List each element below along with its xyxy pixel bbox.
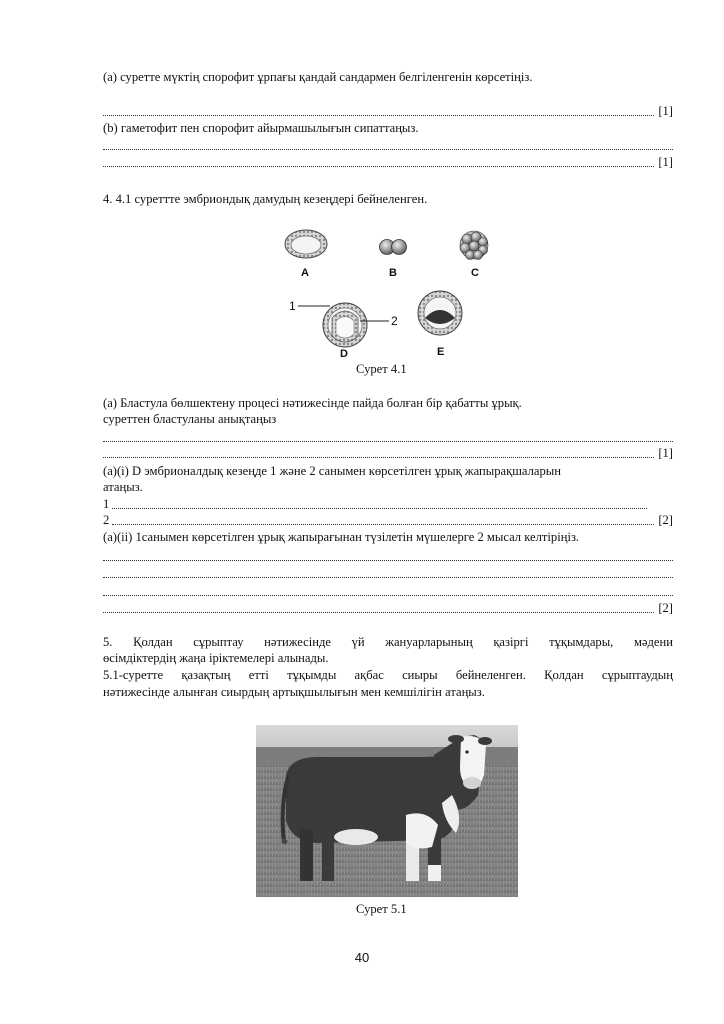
label-d: D <box>340 348 348 360</box>
q4aii-mark: [2] <box>658 601 673 615</box>
q4ai-line1: (а)(і) D эмбрионалдық кезеңде 1 және 2 санымен көрсетілген ұрық жапырақшаларын <box>103 464 561 478</box>
pointer-label-1: 1 <box>289 299 296 313</box>
q4aii-answer-line-3[interactable] <box>103 584 673 599</box>
label-a: A <box>301 267 309 279</box>
q3a-answer-line[interactable] <box>103 104 673 119</box>
q3a-text: (a) суретте мүктің спорофит ұрпағы қандай сандармен белгіленгенін көрсетіңіз. <box>103 70 533 84</box>
stage-c-icon <box>460 231 488 260</box>
q4ai-mark: [2] <box>658 513 673 527</box>
q3b-answer-line-1[interactable] <box>103 138 673 153</box>
figure-4-1 <box>270 226 490 361</box>
q4ai-num-2: 2 <box>103 513 110 527</box>
q4aii-answer-line-4[interactable] <box>103 601 673 616</box>
q4ai-answer-1[interactable] <box>103 497 647 512</box>
q3b-answer-line-2[interactable] <box>103 155 673 170</box>
q4ai-line2: атаңыз. <box>103 480 143 494</box>
figure-5-1-caption: Сурет 5.1 <box>356 902 407 916</box>
q5-line2: өсімдіктердің жаңа іріктемелері алынады. <box>103 651 329 665</box>
q4a-mark: [1] <box>658 446 673 460</box>
q4ai-answer-2[interactable] <box>103 513 673 528</box>
stage-e-icon <box>418 291 462 335</box>
hereford-cow-photo <box>256 725 518 897</box>
page-number: 40 <box>354 950 370 965</box>
q4ai-num-1: 1 <box>103 497 110 511</box>
stage-b-icon <box>380 240 407 255</box>
q4aii-answer-line-2[interactable] <box>103 566 673 581</box>
stage-a-icon <box>285 230 327 258</box>
q4a-answer-line-1[interactable] <box>103 430 673 445</box>
q5-line3: 5.1-суретте қазақтың етті тұқымды ақбас сиыры бейнеленген. Қолдан сұрыптаудың <box>103 668 673 682</box>
figure-4-1-caption: Сурет 4.1 <box>356 362 407 376</box>
q4a-line1: (а) Бластула бөлшектену процесі нәтижесінде пайда болған бір қабатты ұрық. <box>103 396 522 410</box>
q4a-line2: суреттен бластуланы анықтаңыз <box>103 412 277 426</box>
pointer-label-2: 2 <box>391 314 398 328</box>
label-c: C <box>471 267 479 279</box>
q3b-mark: [1] <box>658 155 673 169</box>
q3a-mark: [1] <box>658 104 673 118</box>
q4-intro: 4. 4.1 суреттте эмбриондық дамудың кезеңдері бейнеленген. <box>103 192 428 206</box>
embryo-stages-illustration <box>270 226 490 361</box>
figure-5-1 <box>256 725 518 897</box>
q5-line4: нәтижесінде алынған сиырдың артықшылығын мен кемшілігін атаңыз. <box>103 685 485 699</box>
q4aii-text: (а)(іі) 1санымен көрсетілген ұрық жапырағынан түзілетін мүшелерге 2 мысал келтіріңіз. <box>103 530 580 544</box>
q4aii-answer-line-1[interactable] <box>103 549 673 564</box>
q4a-answer-line-2[interactable] <box>103 446 673 461</box>
label-b: B <box>389 267 397 279</box>
q5-line1: 5. Қолдан сұрыптау нәтижесінде үй жануарларының қазіргі тұқымдары, мәдени <box>103 635 673 649</box>
stage-d-icon <box>298 303 389 347</box>
label-e: E <box>437 346 445 358</box>
q3b-text: (b) гаметофит пен спорофит айырмашылығын сипаттаңыз. <box>103 121 419 135</box>
